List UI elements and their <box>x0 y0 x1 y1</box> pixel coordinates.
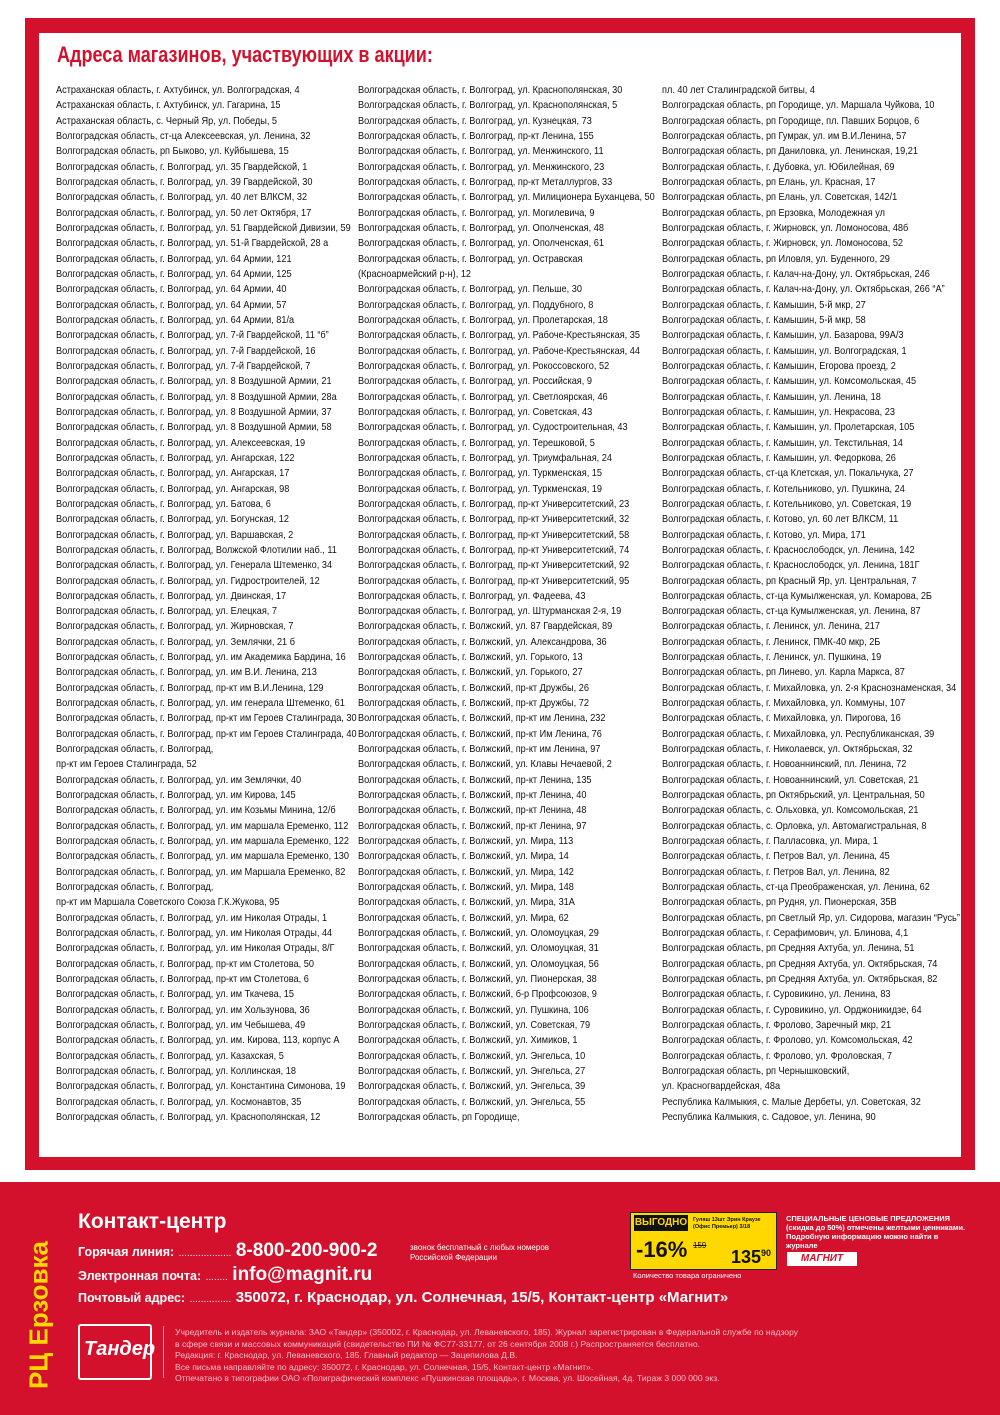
store-address: Волгоградская область, г. Волгоград, ул. Космонавтов, 35 <box>56 1096 302 1108</box>
imprint-line: Все письма направляйте по адресу: 350072, г. Краснодар, ул. Солнечная, 15/5, Контакт-центр «Магнит». <box>175 1361 594 1372</box>
store-address: Волгоградская область, г. Волжский, ул. Горького, 27 <box>358 667 583 679</box>
store-address: Волгоградская область, г. Волгоград, <box>56 882 214 894</box>
store-address: Волгоградская область, г. Волгоград, ул. им. Кирова, 113, корпус А <box>56 1035 340 1047</box>
store-address: Волгоградская область, г. Волжский, пр-кт Им Ленина, 76 <box>358 728 602 740</box>
store-address: Волгоградская область, г. Волжский, пр-кт Ленина, 48 <box>358 805 587 817</box>
postal-address: 350072, г. Краснодар, ул. Солнечная, 15/5, Контакт-центр «Магнит» <box>235 1289 729 1306</box>
store-address: Волгоградская область, г. Волгоград, пр-кт Ленина, 155 <box>358 130 594 142</box>
store-address: Волгоградская область, г. Котельниково, ул. Пушкина, 24 <box>662 483 905 495</box>
store-address: Волгоградская область, г. Волгоград, ул. им Николая Отрады, 44 <box>56 928 333 940</box>
store-address: Волгоградская область, рп Средняя Ахтуба, ул. Ленина, 51 <box>662 943 915 955</box>
store-address: Волгоградская область, г. Волгоград, ул. им маршала Еременко, 130 <box>56 851 350 863</box>
store-address: Волгоградская область, г. Волгоград, ул. 51-й Гвардейской, 28 а <box>56 238 329 250</box>
store-address: Волгоградская область, г. Волжский, пр-кт им Ленина, 232 <box>358 713 606 725</box>
special-offers-note <box>786 1214 966 1250</box>
store-address: Волгоградская область, г. Волгоград, ул. им Николая Отрады, 1 <box>56 912 328 924</box>
store-address: Волгоградская область, г. Жирновск, ул. Ломоносова, 48б <box>662 222 909 234</box>
email-link[interactable]: info@magnit.ru <box>232 1264 373 1285</box>
store-address: Волгоградская область, г. Волжский, пр-кт Дружбы, 26 <box>358 682 589 694</box>
imprint <box>175 1327 975 1385</box>
postal-row <box>78 1289 728 1307</box>
store-address: Волгоградская область, г. Волгоград, ул. Кузнецкая, 73 <box>358 115 592 127</box>
store-address: Волгоградская область, ст-ца Клетская, ул. Покальчука, 27 <box>662 468 914 480</box>
store-address: Волгоградская область, г. Жирновск, ул. Ломоносова, 52 <box>662 238 904 250</box>
store-address: Волгоградская область, г. Михайловка, ул. Коммуны, 107 <box>662 698 906 710</box>
hotline-dots: ................... <box>178 1248 232 1259</box>
store-address: Волгоградская область, г. Волгоград, ул. Краснополянская, 30 <box>358 85 623 96</box>
store-address: Волгоградская область, с. Орловка, ул. Автомагистральная, 8 <box>662 820 927 832</box>
store-address: Волгоградская область, г. Волгоград, ул. 7-й Гвардейской, 16 <box>56 345 316 357</box>
store-address: Волгоградская область, рп Гумрак, ул. им В.И.Ленина, 57 <box>662 130 907 142</box>
store-address: Волгоградская область, с. Ольховка, ул. Комсомольская, 21 <box>662 805 919 817</box>
store-address: Волгоградская область, г. Волгоград, ул. Пролетарская, 18 <box>358 314 608 326</box>
store-address: Волгоградская область, г. Петров Вал, ул. Ленина, 45 <box>662 851 890 863</box>
email-row <box>78 1264 372 1286</box>
store-address: Астраханская область, с. Черный Яр, ул. Победы, 5 <box>56 115 278 127</box>
price-tag-discount: -16% <box>636 1237 688 1262</box>
page-title: Адреса магазинов, участвующих в акции: <box>57 42 433 67</box>
store-address: Волгоградская область, г. Волгоград, ул. 8 Воздушной Армии, 58 <box>56 422 332 434</box>
store-address: Волгоградская область, г. Волгоград, ул. 7-й Гвардейской, 11 “б” <box>56 330 329 342</box>
postal-label: Почтовый адрес: <box>78 1291 186 1305</box>
store-address: Волгоградская область, г. Волгоград, ул. 64 Армии, 121 <box>56 253 292 265</box>
store-address: Волгоградская область, г. Волгоград, пр-кт Университетский, 92 <box>358 560 630 572</box>
imprint-line: Учредитель и издатель журнала: ЗАО «Тандер» (350002, г. Краснодар, ул. Леваневского, 185). Журнал зарегистрирован в Федеральной службе по надзору <box>175 1327 799 1337</box>
store-address: Волгоградская область, г. Волжский, ул. Энгельса, 39 <box>358 1081 586 1093</box>
store-address: Волгоградская область, г. Волгоград, ул. Ополченская, 48 <box>358 222 604 234</box>
store-address: Волгоградская область, г. Волгоград, ул. им генерала Штеменко, 61 <box>56 698 345 710</box>
store-address: Волгоградская область, г. Волжский, ул. Мира, 113 <box>358 836 574 848</box>
store-address: Волгоградская область, ст-ца Кумылженская, ул. Ленина, 87 <box>662 606 921 618</box>
store-address: (Красноармейский р-н), 12 <box>358 268 472 280</box>
store-address: Волгоградская область, г. Фролово, Заречный мкр, 21 <box>662 1020 892 1032</box>
store-address: Волгоградская область, г. Волгоград, пр-кт им Столетова, 6 <box>56 974 309 986</box>
store-address: Волгоградская область, г. Волгоград, ул. Милиционера Буханцева, 50 <box>358 192 655 204</box>
store-address: Волгоградская область, г. Волжский, пр-кт Дружбы, 72 <box>358 698 589 710</box>
store-address: Волгоградская область, ст-ца Алексеевская, ул. Ленина, 32 <box>56 130 311 142</box>
imprint-line: в сфере связи и массовых коммуникаций (свидетельство ПИ № ФС77-33177, от 26 сентября 2008 г.) Распространяется бесплатно. <box>175 1338 701 1349</box>
store-address: Республика Калмыкия, с. Садовое, ул. Ленина, 90 <box>662 1111 876 1123</box>
price-tag-word: ВЫГОДНО <box>634 1215 688 1231</box>
store-address: Волгоградская область, г. Серафимович, ул. Блинова, 4,1 <box>662 928 909 940</box>
price-tag-new-price-rub: 135 <box>731 1247 762 1267</box>
store-address: Волгоградская область, г. Волгоград, ул. 64 Армии, 125 <box>56 268 292 280</box>
store-address: Волгоградская область, г. Волгоград, пр-кт Университетский, 23 <box>358 498 630 510</box>
store-address: Волгоградская область, г. Волгоград, ул. 64 Армии, 81/а <box>56 314 295 326</box>
store-address: Волгоградская область, г. Волгоград, ул. Поддубного, 8 <box>358 299 594 311</box>
address-column-1 <box>56 83 356 1125</box>
price-tag-new-price <box>731 1247 771 1268</box>
store-address: Волгоградская область, рп Чернышковский, <box>662 1066 850 1077</box>
store-address: пл. 40 лет Сталинградской битвы, 4 <box>662 85 815 96</box>
store-address: Волгоградская область, г. Волгоград, пр-кт Университетский, 58 <box>358 529 630 541</box>
store-address: Волгоградская область, рп Средняя Ахтуба, ул. Октябрьская, 74 <box>662 958 938 970</box>
store-address: Волгоградская область, г. Волгоград, ул. Могилевича, 9 <box>358 207 595 219</box>
store-address: Волгоградская область, г. Волгоград, ул. Туркменская, 15 <box>358 468 602 480</box>
store-address: Волгоградская область, г. Фролово, ул. Комсомольская, 42 <box>662 1035 913 1047</box>
store-address: Волгоградская область, г. Волгоград, ул. 40 лет ВЛКСМ, 32 <box>56 192 308 204</box>
store-address: Волгоградская область, г. Волгоград, ул. им Академика Бардина, 16 <box>56 652 346 664</box>
price-tag-new-price-kop: 90 <box>761 1248 772 1258</box>
store-address: Волгоградская область, г. Волгоград, ул. Богунская, 12 <box>56 514 289 526</box>
magnit-logo: МАГНИТ <box>787 1252 857 1266</box>
store-address: Волгоградская область, г. Камышин, Егорова проезд, 2 <box>662 360 896 372</box>
store-address: Волгоградская область, г. Волжский, ул. 87 Гвардейская, 89 <box>358 621 613 633</box>
price-tag-old-price: 159 <box>693 1241 707 1250</box>
store-address: Волгоградская область, г. Камышин, ул. Некрасова, 23 <box>662 406 895 418</box>
address-column-2 <box>358 83 658 1125</box>
store-address: Волгоградская область, г. Волгоград, ул. Судостроительная, 43 <box>358 422 628 434</box>
store-address: Волгоградская область, г. Волгоград, ул. Российская, 9 <box>358 376 592 388</box>
store-address: пр-кт им Маршала Советского Союза Г.К.Жукова, 95 <box>56 897 280 909</box>
email-label: Электронная почта: <box>78 1269 202 1283</box>
store-address: Волгоградская область, г. Волгоград, ул. Рабоче-Крестьянская, 35 <box>358 330 640 342</box>
store-address: Волгоградская область, г. Волгоград, ул. Ангарская, 98 <box>56 483 290 495</box>
store-address: Волгоградская область, г. Волжский, ул. Мира, 148 <box>358 882 574 894</box>
store-address: Волгоградская область, г. Краснослободск, ул. Ленина, 181Г <box>662 560 920 572</box>
store-address: Волгоградская область, г. Камышин, 5-й мкр, 27 <box>662 299 866 311</box>
store-address: Волгоградская область, г. Волгоград, ул. им Землячки, 40 <box>56 774 302 786</box>
store-address: Волгоградская область, г. Волгоград, ул. Советская, 43 <box>358 406 593 418</box>
store-address: Астраханская область, г. Ахтубинск, ул. Гагарина, 15 <box>56 100 281 112</box>
store-address: Волгоградская область, г. Волгоград, ул. Терешковой, 5 <box>358 437 595 449</box>
store-address: Волгоградская область, рп Елань, ул. Советская, 142/1 <box>662 192 898 204</box>
store-address: Волгоградская область, г. Волгоград, ул. Ополченская, 61 <box>358 238 604 250</box>
hotline-label: Горячая линия: <box>78 1245 175 1259</box>
store-address: Волгоградская область, г. Волжский, ул. Оломоуцкая, 31 <box>358 943 599 955</box>
store-address: Волгоградская область, г. Камышин, ул. Пролетарская, 105 <box>662 422 915 434</box>
store-address: Волгоградская область, г. Волжский, ул. Мира, 31А <box>358 897 575 909</box>
store-address: Волгоградская область, г. Волжский, ул. Пионерская, 38 <box>358 974 597 986</box>
store-address: Волгоградская область, г. Волгоград, пр-кт им В.И.Ленина, 129 <box>56 682 324 694</box>
store-address: Волгоградская область, г. Волжский, ул. Советская, 79 <box>358 1020 591 1032</box>
store-address: Волгоградская область, г. Калач-на-Дону, ул. Октябрьская, 266 “А” <box>662 284 945 296</box>
store-address: Волгоградская область, г. Волгоград, ул. 8 Воздушной Армии, 28а <box>56 391 337 403</box>
store-address: Волгоградская область, г. Волгоград, ул. Ангарская, 122 <box>56 452 295 464</box>
store-address: Волгоградская область, г. Калач-на-Дону, ул. Октябрьская, 246 <box>662 268 930 280</box>
store-address: Волгоградская область, г. Волжский, ул. Клавы Нечаевой, 2 <box>358 759 612 771</box>
store-address: Волгоградская область, г. Волгоград, <box>56 744 214 756</box>
store-address: Волгоградская область, г. Камышин, 5-й мкр, 58 <box>662 314 866 326</box>
store-address: Волгоградская область, г. Волгоград, ул. Рабоче-Крестьянская, 44 <box>358 345 640 357</box>
store-address: Волгоградская область, г. Волгоград, пр-кт им Столетова, 50 <box>56 958 314 970</box>
store-address: Волгоградская область, г. Волгоград, ул. 51 Гвардейской Дивизии, 59 <box>56 222 351 234</box>
store-address: Волгоградская область, г. Волгоград, ул. 50 лет Октября, 17 <box>56 207 312 219</box>
special-offers-title: СПЕЦИАЛЬНЫЕ ЦЕНОВЫЕ ПРЕДЛОЖЕНИЯ <box>786 1214 950 1223</box>
brand-vertical-text: РЦ Ерзовка <box>23 1240 54 1390</box>
store-address: Волгоградская область, г. Камышин, ул. Комсомольская, 45 <box>662 376 917 388</box>
address-column-3 <box>662 83 962 1125</box>
store-address: Волгоградская область, г. Волгоград, ул. им Чебышева, 49 <box>56 1020 306 1032</box>
store-address: Волгоградская область, г. Волгоград, пр-кт Металлургов, 33 <box>358 176 613 188</box>
store-address: Волгоградская область, г. Волжский, ул. Энгельса, 55 <box>358 1096 586 1108</box>
store-address: Волгоградская область, г. Волгоград, ул. Ангарская, 17 <box>56 468 290 480</box>
store-address: Волгоградская область, г. Волгоград, ул. Пельше, 30 <box>358 284 582 296</box>
store-address: Республика Калмыкия, с. Малые Дербеты, ул. Советская, 32 <box>662 1096 921 1108</box>
store-address: Волгоградская область, рп Иловля, ул. Буденного, 29 <box>662 253 890 265</box>
tander-logo <box>78 1324 158 1380</box>
store-address: Волгоградская область, г. Волгоград, ул. Штурманская 2-я, 19 <box>358 606 622 618</box>
store-address: Волгоградская область, г. Волгоград, ул. Двинская, 17 <box>56 590 287 602</box>
store-address: Волгоградская область, г. Волжский, ул. Оломоуцкая, 29 <box>358 928 599 940</box>
store-address: Волгоградская область, г. Волжский, ул. Химиков, 1 <box>358 1035 578 1047</box>
store-address: Волгоградская область, г. Палласовка, ул. Мира, 1 <box>662 836 878 848</box>
store-address: Волгоградская область, г. Волжский, пр-кт Ленина, 97 <box>358 820 587 832</box>
store-address: Волгоградская область, г. Волгоград, ул. им Ткачева, 15 <box>56 989 295 1001</box>
store-address: Волгоградская область, г. Волгоград, ул. им Кирова, 145 <box>56 790 296 802</box>
store-address: Волгоградская область, г. Камышин, ул. Текстильная, 14 <box>662 437 903 449</box>
store-address: Волгоградская область, г. Котельниково, ул. Советская, 19 <box>662 498 912 510</box>
store-address: Волгоградская область, г. Волгоград, ул. Гидростроителей, 12 <box>56 575 320 587</box>
store-address: Волгоградская область, г. Волгоград, Волжской Флотилии наб., 11 <box>56 544 337 556</box>
store-address: Волгоградская область, г. Дубовка, ул. Юбилейная, 69 <box>662 161 895 173</box>
store-address: Волгоградская область, г. Волжский, ул. Александрова, 36 <box>358 636 607 648</box>
store-address: Волгоградская область, г. Ленинск, ул. Пушкина, 19 <box>662 652 882 664</box>
store-address: Волгоградская область, г. Волгоград, пр-кт Университетский, 32 <box>358 514 630 526</box>
store-address: Волгоградская область, ст-ца Кумылженская, ул. Комарова, 2Б <box>662 590 932 602</box>
store-address: Волгоградская область, рп Городище, пл. Павших Борцов, 6 <box>662 115 920 127</box>
store-address: Волгоградская область, г. Волгоград, ул. Фадеева, 43 <box>358 590 586 602</box>
store-address: Волгоградская область, г. Волгоград, ул. Землячки, 21 б <box>56 636 295 648</box>
store-address: Волгоградская область, г. Волгоград, пр-кт Университетский, 95 <box>358 575 630 587</box>
store-address: Волгоградская область, г. Суровикино, ул. Ленина, 83 <box>662 989 891 1001</box>
store-address: Волгоградская область, рп Средняя Ахтуба, ул. Октябрьская, 82 <box>662 974 938 986</box>
hotline-number[interactable]: 8-800-200-900-2 <box>235 1240 378 1261</box>
store-address: Волгоградская область, г. Волгоград, ул. им Хользунова, 36 <box>56 1004 310 1016</box>
store-address: Волгоградская область, г. Волгоград, ул. 64 Армии, 57 <box>56 299 287 311</box>
store-address: Волгоградская область, г. Волгоград, ул. Алексеевская, 19 <box>56 437 306 449</box>
store-address: Волгоградская область, г. Котово, ул. 60 лет ВЛКСМ, 11 <box>662 514 899 526</box>
store-address: Волгоградская область, г. Волгоград, ул. Светлоярская, 46 <box>358 391 608 403</box>
store-address: Волгоградская область, рп Быково, ул. Куйбышева, 15 <box>56 146 289 158</box>
store-address: Волгоградская область, г. Волгоград, ул. Елецкая, 7 <box>56 606 277 618</box>
store-address: Волгоградская область, г. Волгоград, ул. 7-й Гвардейской, 7 <box>56 360 311 372</box>
store-address: Волгоградская область, г. Волжский, пр-кт Ленина, 40 <box>358 790 587 802</box>
store-address: Волгоградская область, г. Волжский, ул. Пушкина, 106 <box>358 1004 589 1016</box>
tander-logo-text: Тандер <box>84 1338 156 1360</box>
store-address: Волгоградская область, г. Волгоград, ул. 64 Армии, 40 <box>56 284 287 296</box>
store-address: Волгоградская область, г. Волгоград, ул. им Николая Отрады, 8/Г <box>56 943 335 955</box>
store-address: Волгоградская область, рп Октябрьский, ул. Центральная, 50 <box>662 790 925 802</box>
store-address: Волгоградская область, г. Камышин, ул. Федоркова, 26 <box>662 452 896 464</box>
store-address: Волгоградская область, рп Елань, ул. Красная, 17 <box>662 176 876 188</box>
store-address: Волгоградская область, г. Волжский, ул. Мира, 142 <box>358 866 574 878</box>
store-address: Волгоградская область, г. Михайловка, ул. Республиканская, 39 <box>662 728 935 740</box>
store-address: Волгоградская область, г. Волгоград, ул. Генерала Штеменко, 34 <box>56 560 333 572</box>
store-address: Волгоградская область, рп Красный Яр, ул. Центральная, 7 <box>662 575 917 587</box>
store-address: Волгоградская область, г. Волгоград, ул. 35 Гвардейской, 1 <box>56 161 308 173</box>
special-offers-body: (скидка до 50%) отмечены желтыми ценниками. Подробную информацию можно найти в журнале <box>786 1223 966 1250</box>
store-address: Волгоградская область, г. Новоаннинский, ул. Советская, 21 <box>662 774 919 786</box>
imprint-line: Редакция: г. Краснодар, ул. Леваневского, 185. Главный редактор — Зацепилова Д.В. <box>175 1350 518 1360</box>
store-address: Волгоградская область, г. Волгоград, ул. им маршала Еременко, 122 <box>56 836 350 848</box>
store-address: Волгоградская область, г. Волгоград, пр-кт Университетский, 74 <box>358 544 630 556</box>
store-address: Волгоградская область, г. Волжский, пр-кт Ленина, 135 <box>358 774 592 786</box>
store-address: Волгоградская область, г. Волжский, ул. Горького, 13 <box>358 652 583 664</box>
hotline-row <box>78 1240 377 1262</box>
store-address: Волгоградская область, г. Волгоград, ул. им Маршала Еременко, 82 <box>56 866 346 878</box>
store-address: Волгоградская область, г. Волжский, ул. Энгельса, 27 <box>358 1066 586 1077</box>
store-address: Волгоградская область, г. Волгоград, ул. Остравская <box>358 253 583 265</box>
contact-center-title: Контакт-центр <box>78 1210 227 1233</box>
email-dots: ........ <box>205 1272 228 1283</box>
store-address: Волгоградская область, г. Волгоград, ул. им маршала Еременко, 112 <box>56 820 349 832</box>
store-address: Волгоградская область, г. Волгоград, ул. Краснополянская, 12 <box>56 1111 321 1123</box>
store-address: Волгоградская область, г. Волжский, ул. Оломоуцкая, 56 <box>358 958 599 970</box>
store-address: Волгоградская область, г. Волгоград, ул. им В.И. Ленина, 213 <box>56 667 317 679</box>
store-address: Волгоградская область, г. Волгоград, ул. Жирновская, 7 <box>56 621 294 633</box>
store-address: Волгоградская область, г. Михайловка, ул. 2-я Краснознаменская, 34 <box>662 682 957 694</box>
store-address: Волгоградская область, г. Котово, ул. Мира, 171 <box>662 529 866 541</box>
store-address: Волгоградская область, рп Линево, ул. Карла Маркса, 87 <box>662 667 905 679</box>
store-address: Волгоградская область, ст-ца Преображенская, ул. Ленина, 62 <box>662 882 930 894</box>
store-address: Волгоградская область, г. Волжский, ул. Энгельса, 10 <box>358 1050 586 1062</box>
store-address: Волгоградская область, г. Краснослободск, ул. Ленина, 142 <box>662 544 915 556</box>
store-address: Волгоградская область, г. Волгоград, ул. Триумфальная, 24 <box>358 452 612 464</box>
store-address: Волгоградская область, г. Волгоград, ул. Краснополянская, 5 <box>358 100 618 112</box>
store-address: Волгоградская область, г. Волгоград, ул. Рокоссовского, 52 <box>358 360 610 372</box>
store-address: Волгоградская область, рп Даниловка, ул. Ленинская, 19,21 <box>662 146 918 158</box>
footer-divider <box>163 1326 164 1378</box>
store-address: Волгоградская область, г. Михайловка, ул. Пирогова, 16 <box>662 713 901 725</box>
store-address: Волгоградская область, рп Городище, ул. Маршала Чуйкова, 10 <box>662 100 935 112</box>
store-address: Волгоградская область, рп Ерзовка, Молодежная ул <box>662 207 886 219</box>
store-address: Волгоградская область, г. Волгоград, ул. Туркменская, 19 <box>358 483 602 495</box>
imprint-line: Отпечатано в типографии ОАО «Полиграфический комплекс «Пушкинская площадь», г. Москва, ул. Шосейная, 4д. Тираж 3 000 000 экз. <box>175 1373 720 1383</box>
store-address: Волгоградская область, г. Ленинск, ПМК-40 мкр, 2Б <box>662 636 881 648</box>
price-tag-sample <box>630 1212 777 1270</box>
store-address: Волгоградская область, г. Фролово, ул. Фроловская, 7 <box>662 1050 892 1062</box>
store-address: Волгоградская область, г. Волгоград, ул. Константина Симонова, 19 <box>56 1081 346 1093</box>
store-address: Волгоградская область, г. Камышин, ул. Базарова, 99А/3 <box>662 330 904 342</box>
store-address: Волгоградская область, рп Городище, <box>358 1111 520 1123</box>
store-address: пр-кт им Героев Сталинграда, 52 <box>56 759 197 771</box>
store-address: Волгоградская область, г. Волгоград, ул. Коллинская, 18 <box>56 1066 296 1077</box>
store-address: Волгоградская область, г. Волгоград, ул. 8 Воздушной Армии, 37 <box>56 406 332 418</box>
store-address: Волгоградская область, г. Камышин, ул. Ленина, 18 <box>662 391 881 403</box>
store-address: Волгоградская область, г. Волгоград, ул. им Козьмы Минина, 12/б <box>56 805 336 817</box>
store-address: Волгоградская область, г. Волгоград, ул. Менжинского, 23 <box>358 161 605 173</box>
store-address: Волгоградская область, г. Суровикино, ул. Орджоникидзе, 64 <box>662 1004 922 1016</box>
store-address: Волгоградская область, г. Петров Вал, ул. Ленина, 82 <box>662 866 890 878</box>
store-address: Волгоградская область, г. Волгоград, ул. 8 Воздушной Армии, 21 <box>56 376 332 388</box>
price-tag-note: Количество товара ограничено <box>633 1271 742 1280</box>
store-address: Волгоградская область, г. Ленинск, ул. Ленина, 217 <box>662 621 881 633</box>
store-address: Волгоградская область, г. Новоаннинский, пл. Ленина, 72 <box>662 759 907 771</box>
price-tag-product: Гуляш 13шт Эрин Краузе (Офис Премьер) 3/18 <box>693 1217 761 1230</box>
store-address: Волгоградская область, г. Волгоград, ул. Менжинского, 11 <box>358 146 604 158</box>
store-address: Волгоградская область, г. Волжский, ул. Мира, 62 <box>358 912 569 924</box>
brand-vertical-label <box>22 1240 56 1390</box>
postal-dots: ............... <box>189 1294 232 1305</box>
store-address: Волгоградская область, г. Волгоград, пр-кт им Героев Сталинграда, 30 <box>56 713 357 725</box>
store-address: Волгоградская область, г. Николаевск, ул. Октябрьская, 32 <box>662 744 913 756</box>
store-address: Волгоградская область, рп Рудня, ул. Пионерская, 35В <box>662 897 897 909</box>
store-address: Волгоградская область, г. Волжский, пр-кт им Ленина, 97 <box>358 744 601 756</box>
store-address: Волгоградская область, г. Волжский, ул. Мира, 14 <box>358 851 569 863</box>
store-address: Волгоградская область, рп Светлый Яр, ул. Сидорова, магазин “Русь” <box>662 912 960 924</box>
hotline-note: звонок бесплатный с любых номеров Российской Федерации <box>410 1243 550 1262</box>
store-address: Волгоградская область, г. Камышин, ул. Волгоградская, 1 <box>662 345 907 357</box>
store-address: Астраханская область, г. Ахтубинск, ул. Волгоградская, 4 <box>56 85 300 96</box>
store-address: Волгоградская область, г. Волжский, б-р Профсоюзов, 9 <box>358 989 597 1001</box>
store-address: Волгоградская область, г. Волгоград, пр-кт им Героев Сталинграда, 40 <box>56 728 357 740</box>
store-address: Волгоградская область, г. Волгоград, ул. Батова, 6 <box>56 498 271 510</box>
store-address: ул. Красногвардейская, 48а <box>662 1081 781 1093</box>
store-address: Волгоградская область, г. Волгоград, ул. Варшавская, 2 <box>56 529 294 541</box>
store-address: Волгоградская область, г. Волгоград, ул. 39 Гвардейской, 30 <box>56 176 313 188</box>
store-address: Волгоградская область, г. Волгоград, ул. Казахская, 5 <box>56 1050 284 1062</box>
